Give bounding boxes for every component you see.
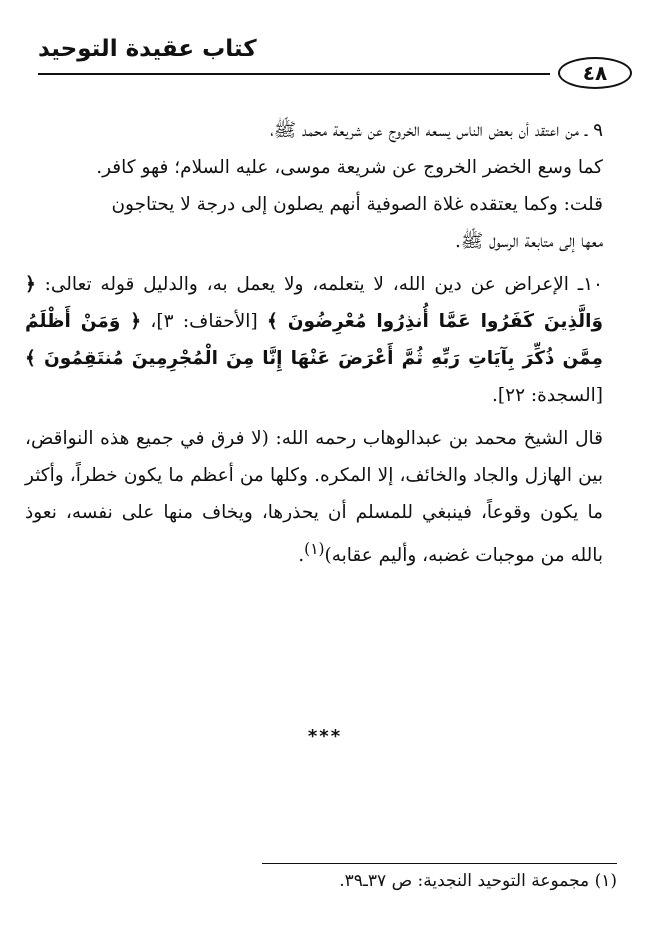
paragraph-line: قلت: وكما يعتقده غلاة الصوفية أنهم يصلون إلى درجة لا يحتاجون — [111, 194, 603, 215]
book-title: كتاب عقيدة التوحيد — [38, 36, 257, 62]
footnote-rule — [262, 863, 617, 864]
footnote: (١) مجموعة التوحيد النجدية: ص ٣٧ـ٣٩. — [339, 871, 617, 891]
paragraph-item-9 — [25, 112, 603, 260]
paragraph-line: معها إلى متابعة الرسول ﷺ. — [454, 231, 603, 252]
page-header — [20, 28, 632, 98]
paragraph-item-10 — [25, 266, 603, 414]
paragraph-line: كما وسع الخضر الخروج عن شريعة موسى، عليه السلام؛ فهو كافر. — [96, 157, 603, 178]
quote-end: . — [298, 545, 305, 567]
paragraph-quote — [25, 420, 603, 574]
paragraph-intro: ١٠ـ الإعراض عن دين الله، لا يتعلمه، ولا يعمل به، والدليل قوله تعالى: — [44, 274, 603, 295]
page-number-badge — [558, 57, 632, 89]
page-body — [25, 112, 603, 580]
quran-verse: ﴿ وَمَنْ أَظْلَمُ مِمَّن ذُكِّرَ بِآيَاتِ رَبِّهِ ثُمَّ أَعْرَضَ عَنْهَا إِنَّا مِنَ الْمُجْرِمِينَ مُنتَقِمُونَ ﴾ — [25, 311, 603, 369]
quran-verse: ﴿ وَالَّذِينَ كَفَرُوا عَمَّا أُنذِرُوا مُعْرِضُونَ ﴾ — [25, 274, 603, 332]
header-rule — [38, 73, 550, 75]
quote-text: قال الشيخ محمد بن عبدالوهاب رحمه الله: (لا فرق في جميع هذه النواقض، بين الهازل والجاد والخائف، إلا المكره. وكلها من أعظم ما يكون خطراً، وأكثر ما يكون وقوعاً، فينبغي للمسلم أن يحذرها، ويخاف منها على نفسه، نعوذ بالله من موجبات غضبه، وأليم عقابه) — [25, 428, 603, 567]
section-separator: *** — [307, 726, 343, 747]
paragraph-line: ٩ ـ من اعتقد أن بعض الناس يسعه الخروج عن شريعة محمد ﷺ، — [270, 120, 603, 141]
page-number: ٤٨ — [582, 61, 608, 85]
footnote-marker: (١) — [304, 540, 325, 558]
verse-reference: [السجدة: ٢٢]. — [492, 385, 603, 406]
verse-reference: [الأحقاف: ٣]، — [150, 311, 258, 332]
